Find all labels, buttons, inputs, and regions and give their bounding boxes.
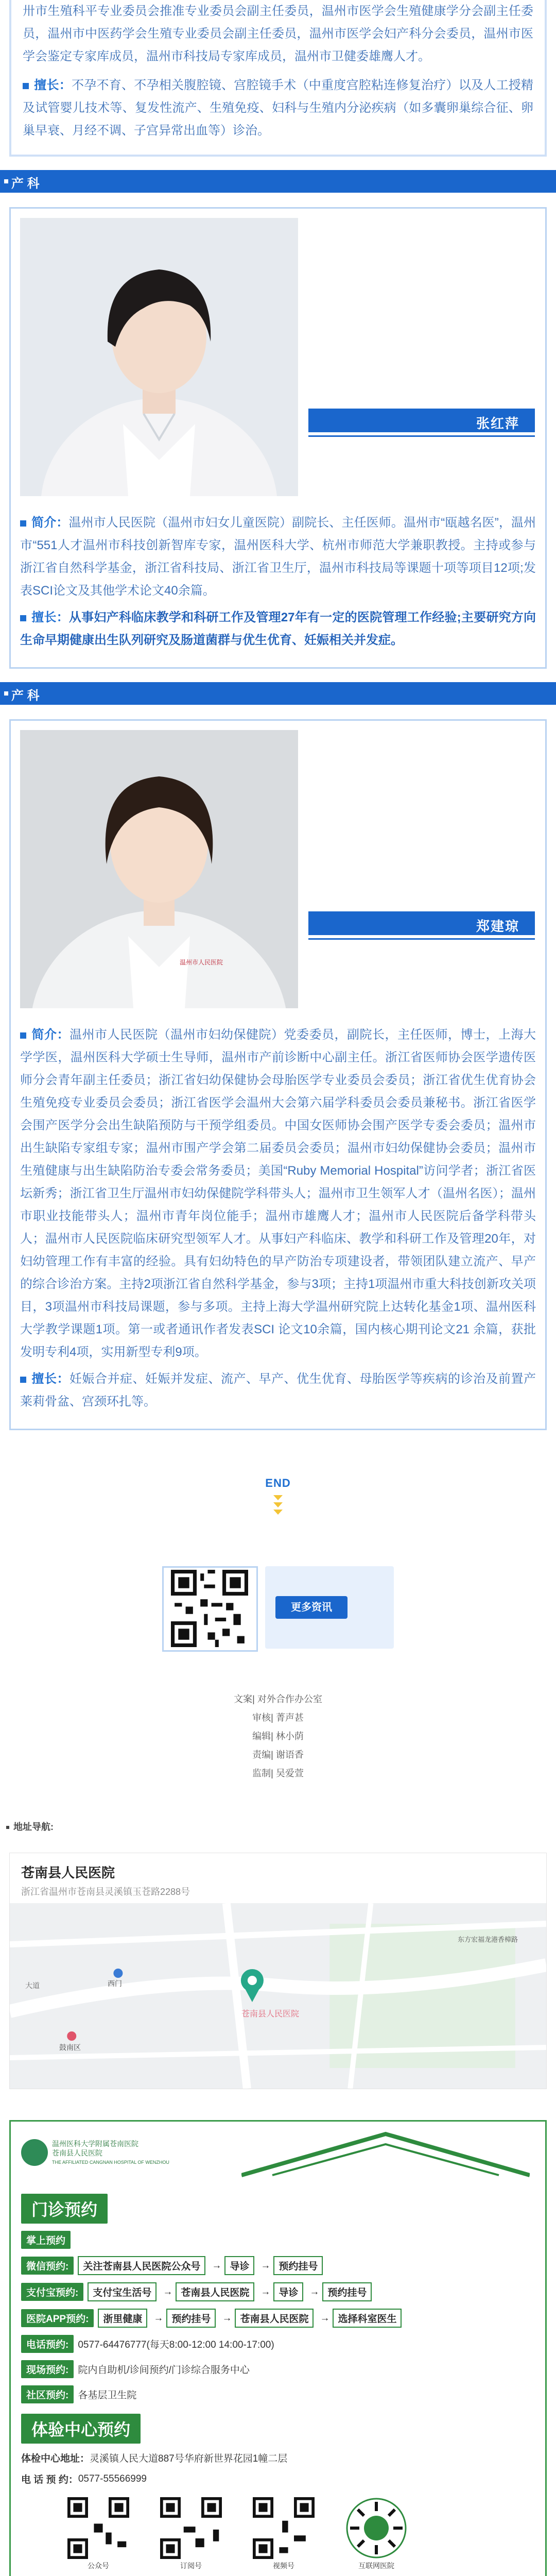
section-tag: 产 科 [11, 173, 40, 191]
doctor-expertise [20, 606, 536, 652]
appointment-title: 门诊预约 [21, 2194, 108, 2224]
qr-code-icon [253, 2497, 315, 2559]
credit-line: 文案| 对外合作办公室 [234, 1694, 322, 1704]
exam-addr: 灵溪镇人民大道887号华府新世界花园1幢二层 [90, 2453, 288, 2464]
map-graphic [10, 1903, 546, 2089]
intro-label: 简介： [31, 1028, 70, 1042]
credit-line: 监制| 吴爱萱 [252, 1768, 304, 1778]
map-label: 东方宏福龙港香樟路 [458, 1936, 518, 1943]
row-chip: 现场预约: [21, 2360, 74, 2378]
qr-code-icon[interactable] [171, 1570, 248, 1647]
row-chip: 支付宝预约: [21, 2283, 83, 2301]
doctor-portrait-image [20, 730, 298, 1008]
community-row [21, 2385, 545, 2403]
intro-partial-text: 卅市生殖科平专业委员会推准专业委员会副主任委员，温州市医学会生殖健康学分会副主任委员，温州市中医药学会生殖专业委员会副主任委员，温州市医学会妇产科分会委员，温州市医学会鉴定专家库成员，温州市科技局专家库成员，温州市卫健委雄鹰人才。 [23, 4, 533, 63]
bullet-icon [23, 83, 29, 89]
hospital-info-card [9, 2120, 547, 2576]
map-title: 苍南县人民医院 [21, 1865, 115, 1880]
qr-code-icon [67, 2497, 129, 2559]
doctor-photo-row [20, 730, 536, 1019]
hospital-name-cn2: 苍南县人民医院 [52, 2149, 102, 2157]
expertise-text: 不孕不育、不孕相关腹腔镜、宫腔镜手术（中重度宫腔粘连修复治疗）以及人工授精及试管婴儿技术等、复发性流产、生殖免疫、妇科与生殖内分泌疾病（如多囊卵巢综合征、卵巢早衰、月经不调、子宫异常出血等）诊治。 [23, 78, 533, 138]
step: 预约挂号 [166, 2309, 216, 2328]
hospital-header [11, 2122, 545, 2183]
map-card[interactable] [9, 1853, 547, 2089]
exam-addr-row [21, 2451, 545, 2465]
roof-decoration-icon [241, 2129, 530, 2180]
step: 导诊 [273, 2282, 303, 2301]
intro-label: 简介： [31, 516, 69, 530]
map-view[interactable] [10, 1903, 546, 2089]
exam-phone-label: 电 话 预 约： [21, 2475, 78, 2485]
section-tag: 产 科 [11, 685, 40, 703]
intro-text: 温州市人民医院（温州市妇女儿童医院）副院长、主任医师。温州市“瓯越名医”，温州市“551人才温州市科技创新智库专家，温州医科大学、杭州市师范大学兼职教授。主持或参与浙江省自然科学基金，浙江省科技局、浙江省卫生厅，温州市科技局等课题十项等项目12项;发表SCI论文及其他学术论文40余篇。 [20, 516, 536, 598]
qr-item[interactable] [253, 2497, 315, 2571]
exam-phone-row [21, 2472, 545, 2486]
map-poi-label: 苍南县人民医院 [241, 2010, 300, 2019]
qr-code-icon [160, 2497, 222, 2559]
doctor-intro [20, 1024, 536, 1364]
site-text: 院内自助机/诊间预约/门诊综合服务中心 [78, 2365, 250, 2376]
expertise-text: 从事妇产科临床教学和科研工作及管理27年有一定的医院管理工作经验;主要研究方向生命早期健康出生队列研究及肠道菌群与优生优育、妊娠相关并发症。 [20, 611, 536, 647]
exam-phone: 0577-55566999 [78, 2473, 147, 2484]
step: 苍南县人民医院 [235, 2309, 314, 2328]
end-block [0, 1477, 556, 1515]
qr-item[interactable] [345, 2497, 407, 2571]
step: 关注苍南县人民医院公众号 [78, 2256, 205, 2275]
hospital-names [52, 2139, 169, 2167]
hospital-logo-icon [21, 2139, 48, 2166]
step: 选择科室医生 [333, 2309, 402, 2328]
doctor-photo-row [20, 218, 536, 506]
credit-line: 编辑| 林小荫 [252, 1731, 304, 1741]
community-text: 各基层卫生院 [78, 2390, 137, 2401]
map-header [10, 1853, 546, 1903]
hospital-name-en: THE AFFILIATED CANGNAN HOSPITAL OF WENZHOU [52, 2160, 169, 2165]
qr-item[interactable] [160, 2497, 222, 2571]
qr-label: 视频号 [273, 2562, 294, 2570]
credit-line: 审核| 菁声甚 [252, 1713, 304, 1723]
intro-expertise [23, 74, 533, 142]
end-arrows-icon [0, 1495, 556, 1515]
doctor-name-bar [308, 911, 535, 935]
doctor-expertise [20, 1368, 536, 1413]
row-chip: 微信预约: [21, 2257, 74, 2275]
expertise-label: 擅长： [34, 78, 72, 92]
phone-text: 0577-64476777(每天8:00-12:00 14:00-17:00) [78, 2340, 274, 2350]
expertise-label: 擅长： [31, 1372, 70, 1386]
doctor-name-bar [308, 409, 535, 432]
expertise-label: 擅长： [31, 611, 69, 624]
row-chip: 社区预约: [21, 2385, 74, 2403]
doctor-name: 张红萍 [476, 416, 519, 431]
phone-row [21, 2335, 545, 2353]
end-title: END [265, 1477, 291, 1489]
row-chip: 医院APP预约: [21, 2309, 94, 2327]
intro-text: 温州市人民医院（温州市妇幼保健院）党委委员，副院长，主任医师，博士，上海大学学医，温州医科大学硕士生导师，温州市产前诊断中心副主任。浙江省医师协会医学遗传医师分会青年副主任委员；浙江省妇幼保健协会母胎医学专业委员会委员；浙江省优生优育协会生殖免疫专业委员会委员；浙江省医学会温州大会第六届学科委员会委员兼秘书。浙江省医学会围产医学分会出生缺陷预防与干预学组委员。中国女医师协会围产医学专委会委员；温州市出生缺陷专家组专家；温州市围产学会第二届委员会委员；温州市妇幼保健协会委员；温州市生殖健康与出生缺陷防治专委会常务委员；美国“Ruby Memorial Hospital”访问学者；浙江省医坛新秀；浙江省卫生厅温州市妇幼保健院学科带头人；温州市卫生领军人才（温州名医）；温州市职业技能带头人；温州市青年岗位能手；温州市雄鹰人才；温州市人民医院后备学科带头人；温州市人民医院临床研究型领军人才。从事妇产科临床、教学和科研工作及管理20年，对妇幼管理工作有丰富的经验。具有妇幼特色的早产防治专项建设者，带领团队建立流产、早产的综合诊治方案。主持2项浙江省自然科学基金，参与3项；主持1项温州市重大科技创新攻关项目，3项温州市科技局课题，参与多项。主持上海大学温州研究院上达转化基金1项、温州医科大学教学课题1项。第一或者通讯作者发表SCI 论文10余篇，国内核心期刊论文21 余篇，获批发明专利4项，实用新型专利9项。 [20, 1028, 536, 1359]
step: 支付宝生活号 [88, 2282, 157, 2301]
step: 浙里健康 [98, 2309, 147, 2328]
section-header-obstetrics [0, 170, 556, 193]
doctor-name: 郑建琼 [476, 919, 519, 934]
mini-program-code-icon [345, 2497, 407, 2559]
qr-row [67, 2497, 545, 2571]
row-chip: 电话预约: [21, 2335, 74, 2353]
map-address: 浙江省温州市苍南县灵溪镇玉苍路2288号 [21, 1887, 190, 1897]
doctor-photo [20, 730, 298, 1008]
doctor-intro [20, 512, 536, 602]
qr-promo [157, 1561, 399, 1654]
doctor-card [9, 719, 547, 1430]
bullet-icon [20, 1377, 26, 1383]
expertise-text: 妊娠合并症、妊娠并发症、流产、早产、优生优育、母胎医学等疾病的诊治及前置产莱莉骨盆、宫颈环扎等。 [20, 1372, 536, 1409]
svg-text:温州市人民医院: 温州市人民医院 [180, 959, 223, 966]
step: 预约挂号 [273, 2256, 323, 2275]
doctor-card [9, 207, 547, 669]
step: 苍南县人民医院 [176, 2282, 254, 2301]
hospital-name-cn: 温州医科大学附属苍南医院 [52, 2140, 138, 2148]
exam-addr-label: 体检中心地址： [21, 2453, 90, 2464]
doctor-bio [20, 512, 536, 652]
section-header-obstetrics-2 [0, 682, 556, 705]
qr-label: 订阅号 [180, 2562, 202, 2570]
wechat-row: 微信预约: 关注苍南县人民医院公众号 → 导诊 → 预约挂号 [21, 2256, 545, 2275]
online-title: 掌上预约 [21, 2231, 71, 2249]
qr-item[interactable] [67, 2497, 129, 2571]
doctor-photo [20, 218, 298, 496]
qr-label: 公众号 [88, 2562, 109, 2570]
address-nav-label: 地址导航: [0, 1820, 556, 1833]
site-row [21, 2360, 545, 2378]
app-row: 医院APP预约: 浙里健康 → 预约挂号 → 苍南县人民医院 → 选择科室医生 [21, 2309, 545, 2328]
step: 导诊 [224, 2256, 254, 2275]
bullet-icon [20, 615, 26, 621]
exam-title: 体验中心预约 [21, 2414, 141, 2444]
alipay-row: 支付宝预约: 支付宝生活号 → 苍南县人民医院 → 导诊 → 预约挂号 [21, 2282, 545, 2301]
map-label: 鼓南区 [59, 2043, 81, 2052]
more-info-button[interactable]: 更多资讯 [275, 1596, 348, 1619]
online-title-row [21, 2231, 545, 2249]
qr-label: 互联网医院 [358, 2562, 394, 2570]
doctor-bio [20, 1024, 536, 1413]
step: 预约挂号 [322, 2282, 372, 2301]
doctor-portrait-image [20, 218, 298, 496]
intro-card [9, 0, 547, 157]
more-info-box [265, 1566, 394, 1649]
bullet-icon [20, 1032, 26, 1039]
bullet-icon [20, 520, 26, 527]
map-label: 西门 [108, 1979, 122, 1988]
qr-frame [162, 1566, 258, 1652]
map-label: 大道 [25, 1981, 40, 1990]
credits [0, 1690, 556, 1783]
credit-line: 责编| 谢语香 [252, 1750, 304, 1760]
